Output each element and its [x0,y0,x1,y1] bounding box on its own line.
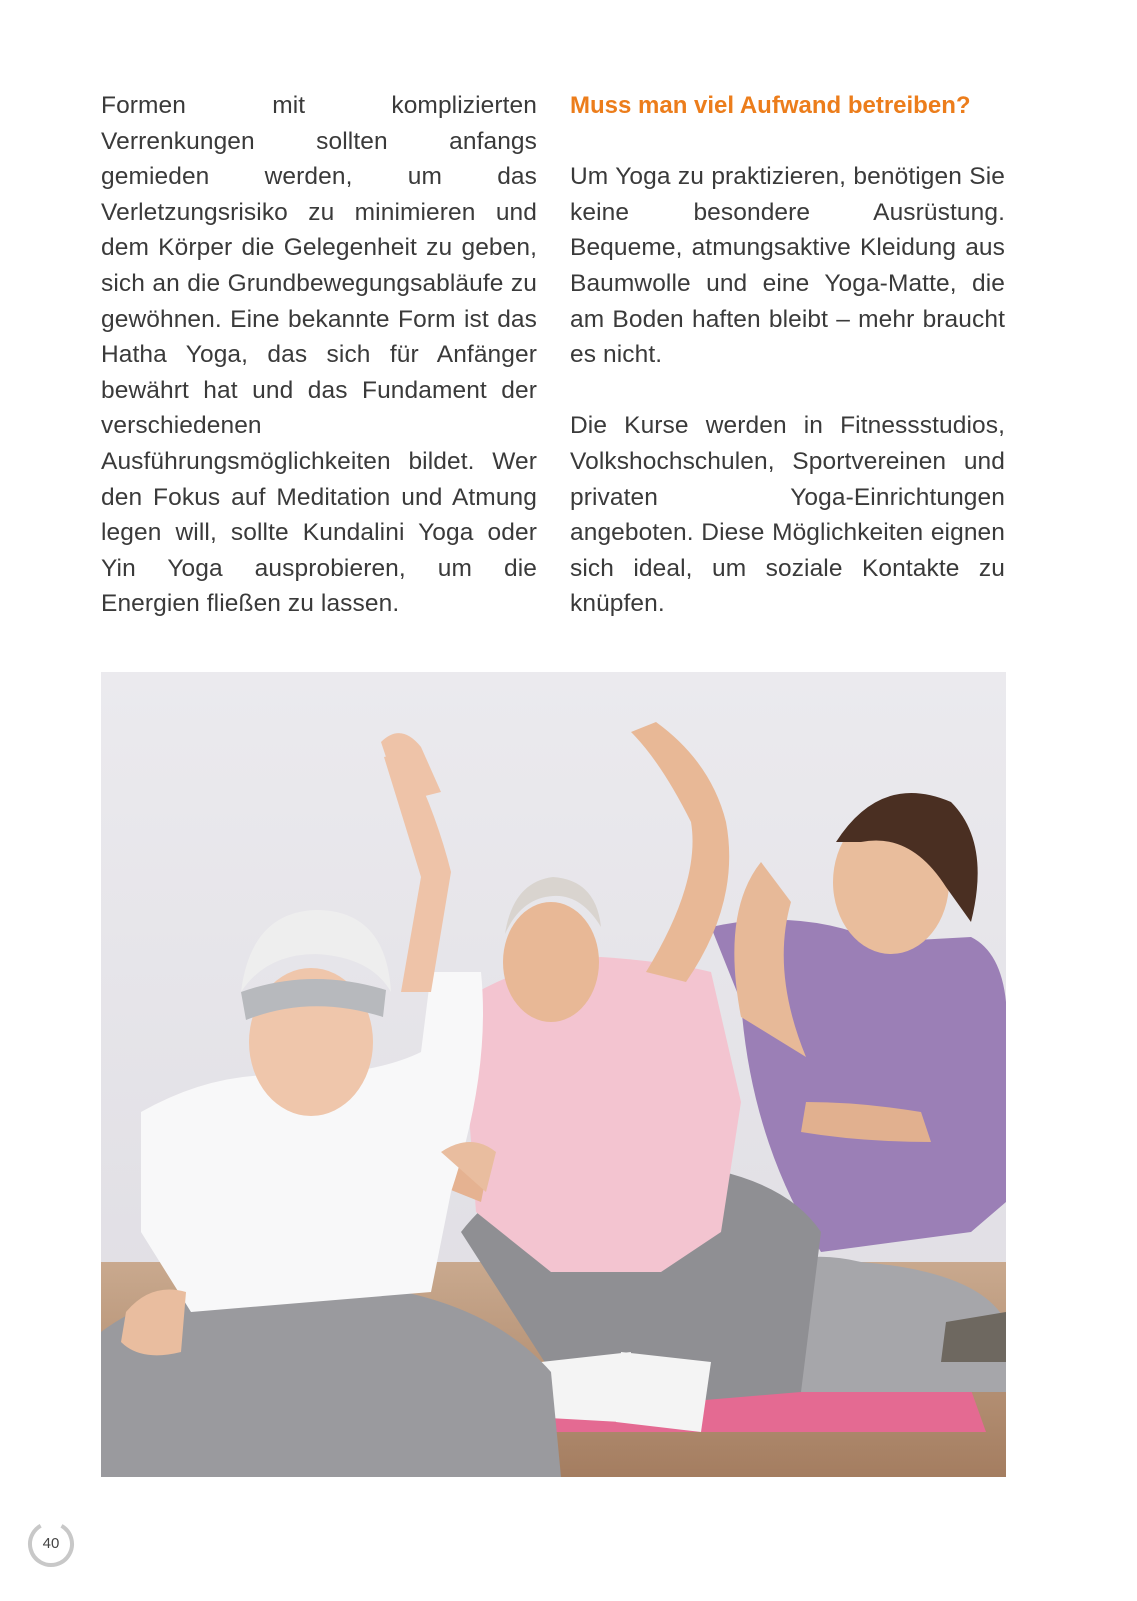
yoga-photo-illustration [101,672,1006,1477]
yoga-photo [101,672,1006,1477]
page-number: 40 [42,1535,60,1552]
right-paragraph-1: Um Yoga zu praktizieren, benötigen Sie keine besondere Ausrüstung. Bequeme, atmungsaktive Kleidung aus Baumwolle und eine Yoga-Matte, die am Boden haften bleibt – mehr braucht es nicht. [570,163,1005,369]
right-column [570,88,1005,622]
left-column [101,88,537,622]
right-paragraph-2: Die Kurse werden in Fitnessstudios, Volkshochschulen, Sportvereinen und privaten Yoga-Einrichtungen angeboten. Diese Möglichkeiten eignen sich ideal, um soziale Kontakte zu knüpfen. [570,412,1005,618]
left-paragraph: Formen mit komplizierten Verrenkungen sollten anfangs gemieden werden, um das Verletzungsrisiko zu minimieren und dem Körper die Gelegenheit zu geben, sich an die Grundbewegungsabläufe zu gewöhnen. Eine bekannte Form ist das Hatha Yoga, das sich für Anfänger bewährt hat und das Fundament der verschiedenen Ausführungsmöglichkeiten bildet. Wer den Fokus auf Meditation und Atmung legen will, sollte Kundalini Yoga oder Yin Yoga ausprobieren, um die Energien fließen zu lassen. [101,92,537,618]
section-heading: Muss man viel Aufwand betreiben? [570,92,971,119]
page-number-badge [26,1519,76,1569]
